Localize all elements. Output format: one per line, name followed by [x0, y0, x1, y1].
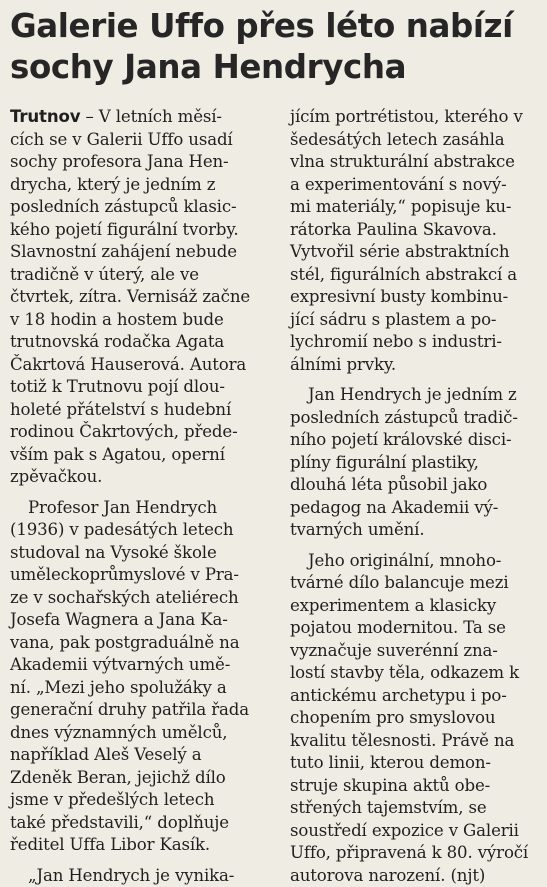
text-line: Akademii výtvarných umě- — [10, 654, 272, 677]
text-line: dlouhá léta působil jako — [290, 474, 547, 497]
text-line: studoval na Vysoké škole — [10, 542, 272, 565]
text-line: plíny figurální plastiky, — [290, 452, 547, 475]
text-line: zpěvačkou. — [10, 466, 272, 489]
paragraph-gap — [290, 376, 547, 384]
right-column — [290, 106, 547, 887]
text-line: tvárné dílo balancuje mezi — [290, 572, 547, 595]
text-line: lychromií nebo s industri- — [290, 331, 547, 354]
text-line: cích se v Galerii Uffo usadí — [10, 129, 272, 152]
text-line: vana, pak postgraduálně na — [10, 632, 272, 655]
text-line: ního pojetí královské disci- — [290, 429, 547, 452]
text-line: šedesátých letech zasáhla — [290, 129, 547, 152]
text-line: například Aleš Veselý a — [10, 744, 272, 767]
text-line: Profesor Jan Hendrych — [10, 497, 272, 520]
text-line: střených tajemstvím, se — [290, 797, 547, 820]
column-gutter — [280, 106, 281, 826]
article-headline — [10, 6, 541, 88]
headline-line: sochy Jana Hendrycha — [10, 47, 541, 88]
article-body — [10, 106, 538, 836]
text-line: trutnovská rodačka Agata — [10, 331, 272, 354]
text-line: vyznačuje suverénní zna- — [290, 640, 547, 663]
text-line: tuto linii, kterou demon- — [290, 752, 547, 775]
text-line: álními prvky. — [290, 354, 547, 377]
text-line: ředitel Uffa Libor Kasík. — [10, 834, 272, 857]
text-line: dnes významných umělců, — [10, 722, 272, 745]
text-line: Čakrtová Hauserová. Autora — [10, 354, 272, 377]
text-line: Slavnostní zahájení nebude — [10, 241, 272, 264]
text-line: Zdeněk Beran, jejichž dílo — [10, 767, 272, 790]
text-line: expresivní busty kombinu- — [290, 286, 547, 309]
text-line: Jeho originální, mnoho- — [290, 550, 547, 573]
text-line: čtvrtek, zítra. Vernisáž začne — [10, 286, 272, 309]
text-line: ní. „Mezi jeho spolužáky a — [10, 677, 272, 700]
text-line: a experimentování s nový- — [290, 174, 547, 197]
text-line: tvarných umění. — [290, 519, 547, 542]
text-line: Josefa Wagnera a Jana Ka- — [10, 609, 272, 632]
headline-line: Galerie Uffo přes léto nabízí — [10, 6, 541, 47]
text-line: kého pojetí figurální tvorby. — [10, 219, 272, 242]
text-line: struje skupina aktů obe- — [290, 775, 547, 798]
text-line: mi materiály,“ popisuje ku- — [290, 196, 547, 219]
text-line: rátorka Paulina Skavova. — [290, 219, 547, 242]
text-line: (1936) v padesátých letech — [10, 519, 272, 542]
text-line: také představili,“ doplňuje — [10, 812, 272, 835]
text-line: vlna strukturální abstrakce — [290, 151, 547, 174]
text-line: posledních zástupců klasic- — [10, 196, 272, 219]
text-line: Vytvořil série abstraktních — [290, 241, 547, 264]
text-line: ze v sochařských ateliérech — [10, 587, 272, 610]
text-line: lostí stavby těla, odkazem k — [290, 662, 547, 685]
text-line: drycha, který je jedním z — [10, 174, 272, 197]
text-line — [10, 106, 272, 129]
text-line: pedagog na Akademii vý- — [290, 497, 547, 520]
text-line: jící sádru s plastem a po- — [290, 309, 547, 332]
text-line: antickému archetypu i po- — [290, 685, 547, 708]
text-line: uměleckoprůmyslové v Pra- — [10, 564, 272, 587]
text-line: posledních zástupců tradič- — [290, 407, 547, 430]
text-line-rest: – V letních měsí- — [80, 107, 221, 126]
text-line: generační druhy patřila řada — [10, 699, 272, 722]
text-line: vším pak s Agatou, operní — [10, 444, 272, 467]
paragraph-gap — [290, 542, 547, 550]
text-line: tradičně v úterý, ale ve — [10, 264, 272, 287]
left-column — [10, 106, 272, 887]
text-line: „Jan Hendrych je vynika- — [10, 865, 272, 887]
text-line: v 18 hodin a hostem bude — [10, 309, 272, 332]
text-line: holeté přátelství s hudební — [10, 399, 272, 422]
dateline: Trutnov — [10, 107, 80, 126]
text-line: Uffo, připravená k 80. výročí — [290, 842, 547, 865]
paragraph-gap — [10, 857, 272, 865]
paragraph-gap — [10, 489, 272, 497]
text-line: experimentem a klasicky — [290, 595, 547, 618]
text-line: pojatou modernitou. Ta se — [290, 617, 547, 640]
text-line: kvalitu tělesnosti. Právě na — [290, 730, 547, 753]
text-line: soustředí expozice v Galerii — [290, 820, 547, 843]
text-line: stél, figurálních abstrakcí a — [290, 264, 547, 287]
text-line: jsme v předešlých letech — [10, 789, 272, 812]
text-line: jícím portrétistou, kterého v — [290, 106, 547, 129]
text-line: sochy profesora Jana Hen- — [10, 151, 272, 174]
text-line: chopením pro smyslovou — [290, 707, 547, 730]
text-line: autorova narození. (njt) — [290, 865, 547, 887]
text-line: totiž k Trutnovu pojí dlou- — [10, 376, 272, 399]
text-line: Jan Hendrych je jedním z — [290, 384, 547, 407]
text-line: rodinou Čakrtových, přede- — [10, 421, 272, 444]
